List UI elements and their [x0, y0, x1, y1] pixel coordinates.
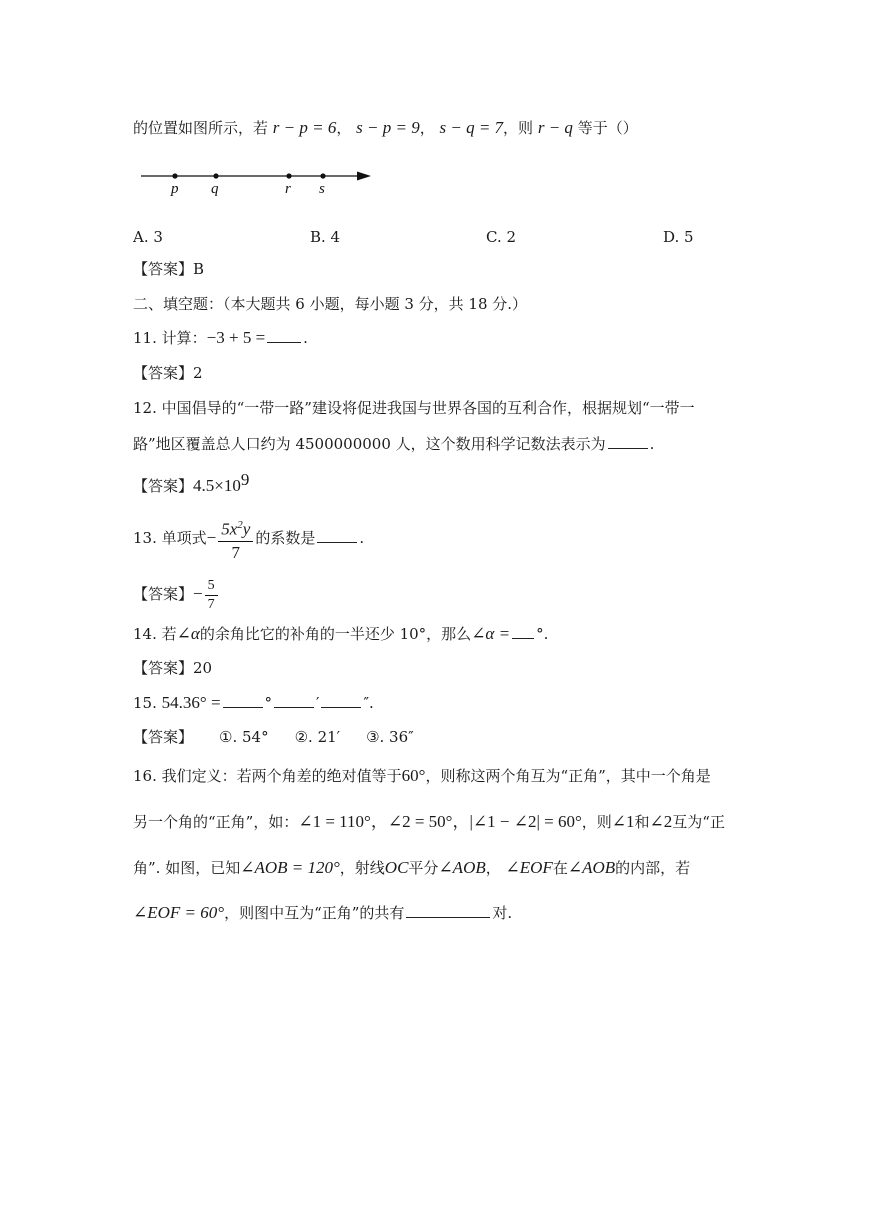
point-r-dot: [286, 173, 291, 178]
q15-question: 15. 54.36° = ° ′ ″.: [133, 693, 374, 712]
q16-line3: 角”. 如图，已知∠AOB = 120°，射线OC平分∠AOB， ∠EOF在∠AOB的内部，若: [133, 858, 691, 877]
choice-a: A. 3: [133, 228, 163, 246]
q10-eq1: r − p = 6: [272, 118, 337, 137]
choice-c: C. 2: [486, 228, 517, 246]
q10-eq2: s − p = 9: [356, 118, 420, 137]
point-r-label: r: [285, 181, 291, 197]
point-s-dot: [320, 173, 325, 178]
q14-question: 14. 若∠α的余角比它的补角的一半还少 10°，那么∠α = °.: [133, 624, 549, 643]
q13-fraction: $\frac{5x^2y}{7}$: [218, 514, 253, 564]
number-line-arrow: [357, 172, 371, 181]
q10-target: r − q: [537, 118, 573, 137]
q10-answer: 【答案】B: [133, 260, 205, 278]
section-2-heading: 二、填空题：（本大题共 6 小题，每小题 3 分，共 18 分.）: [133, 295, 528, 313]
point-p-dot: [172, 173, 177, 178]
q13-answer: 【答案】− $\frac{5}{7}$: [133, 573, 220, 615]
q10-question: 的位置如图所示，若 r − p = 6， s − p = 9， s − q = 7，则 r − q 等于（）: [133, 118, 638, 137]
q16-line4: ∠EOF = 60°，则图中互为“正角”的共有 对.: [133, 903, 513, 922]
choice-b: B. 4: [310, 228, 341, 246]
point-q-label: q: [211, 181, 219, 197]
q12-line2: 路”地区覆盖总人口约为 4500000000 人，这个数用科学记数法表示为 .: [133, 435, 655, 453]
q12-answer: 【答案】$4.5\times 10^9$: [133, 470, 250, 495]
q11-question: 11. 计算：−3 + 5 = .: [133, 328, 308, 347]
q11-answer: 【答案】2: [133, 364, 203, 382]
q12-line1: 12. 中国倡导的“一带一路”建设将促进我国与世界各国的互利合作，根据规划“一带一: [133, 399, 695, 417]
point-s-label: s: [319, 181, 325, 197]
q16-line1: 16. 我们定义：若两个角差的绝对值等于60°，则称这两个角互为“正角”，其中一个角是: [133, 766, 711, 785]
point-p-label: p: [171, 181, 179, 197]
point-q-dot: [213, 173, 218, 178]
q14-answer: 【答案】20: [133, 659, 213, 677]
q15-answer: 【答案】 ①. 54° ②. 21′ ③. 36″: [133, 728, 414, 746]
q10-eq3: s − q = 7: [439, 118, 504, 137]
q16-line2: 另一个角的“正角”，如：∠1 = 110°，∠2 = 50°，|∠1 − ∠2| = 60°，则∠1和∠2互为“正: [133, 812, 725, 831]
q13-question: 13. 单项式− $\frac{5x^2y}{7}$ 的系数是 .: [133, 514, 364, 564]
number-line-diagram: [135, 160, 380, 200]
choice-d: D. 5: [663, 228, 694, 246]
